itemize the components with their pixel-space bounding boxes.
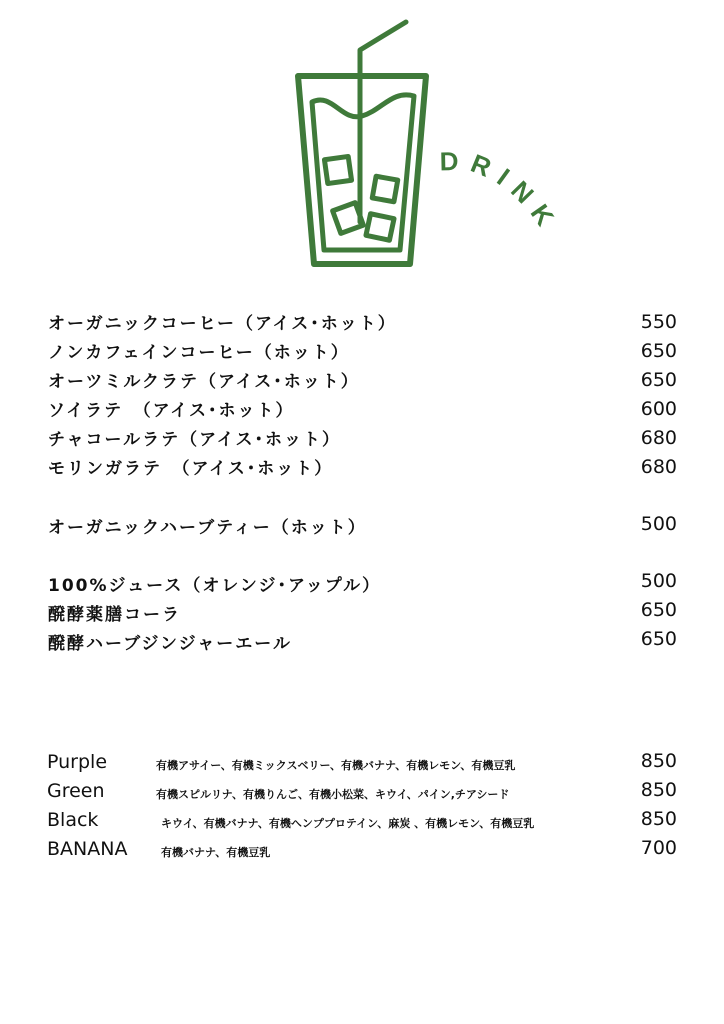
menu-item-name: オーガニックコーヒー（アイス･ホット） [48, 314, 397, 334]
drink-cup-logo [280, 12, 580, 282]
smoothie-ingredients: 有機スピルリナ、有機りんご、有機小松菜、キウイ、パイン,チアシード [156, 788, 510, 801]
smoothie-price: 700 [640, 837, 677, 859]
smoothie-price: 850 [640, 779, 677, 801]
menu-item-price: 500 [640, 513, 677, 535]
menu-item-price: 650 [640, 628, 677, 650]
menu-item-name: 100%ジュース（オレンジ･アップル） [48, 576, 382, 596]
menu-item-price: 650 [640, 340, 677, 362]
ice-cube-icon [324, 156, 351, 183]
straw-icon [360, 22, 406, 222]
smoothie-price: 850 [640, 808, 677, 830]
smoothie-name: Black [47, 809, 99, 831]
menu-item-price: 600 [640, 398, 677, 420]
smoothie-name: Green [47, 780, 105, 802]
smoothie-name: BANANA [47, 838, 128, 860]
menu-item-name: モリンガラテ （アイス･ホット） [48, 459, 334, 479]
menu-item-name: オーガニックハーブティー（ホット） [48, 518, 367, 538]
menu-item-name: 醗酵薬膳コーラ [48, 605, 181, 625]
menu-item-name: チャコールラテ（アイス･ホット） [48, 430, 341, 450]
menu-item-price: 650 [640, 369, 677, 391]
ice-cube-icon [372, 176, 397, 201]
smoothie-ingredients: 有機アサイー、有機ミックスベリー、有機バナナ、有機レモン、有機豆乳 [156, 759, 516, 772]
menu-item-price: 650 [640, 599, 677, 621]
menu-item-name: 醗酵ハーブジンジャーエール [48, 634, 292, 654]
smoothie-ingredients: キウイ、有機バナナ、有機ヘンププロテイン、麻炭 、有機レモン、有機豆乳 [161, 817, 535, 830]
menu-item-price: 680 [640, 456, 677, 478]
ice-cube-icon [366, 214, 394, 241]
smoothie-name: Purple [47, 751, 108, 773]
menu-item-name: オーツミルクラテ（アイス･ホット） [48, 372, 360, 392]
menu-item-price: 550 [640, 311, 677, 333]
menu-item-name: ソイラテ （アイス･ホット） [48, 401, 295, 421]
menu-item-price: 500 [640, 570, 677, 592]
drink-wordmark: DRINK [439, 145, 566, 240]
smoothie-ingredients: 有機バナナ、有機豆乳 [161, 846, 271, 859]
smoothie-price: 850 [640, 750, 677, 772]
ice-cube-icon [333, 203, 364, 234]
menu-item-name: ノンカフェインコーヒー（ホット） [48, 343, 350, 363]
menu-item-price: 680 [640, 427, 677, 449]
